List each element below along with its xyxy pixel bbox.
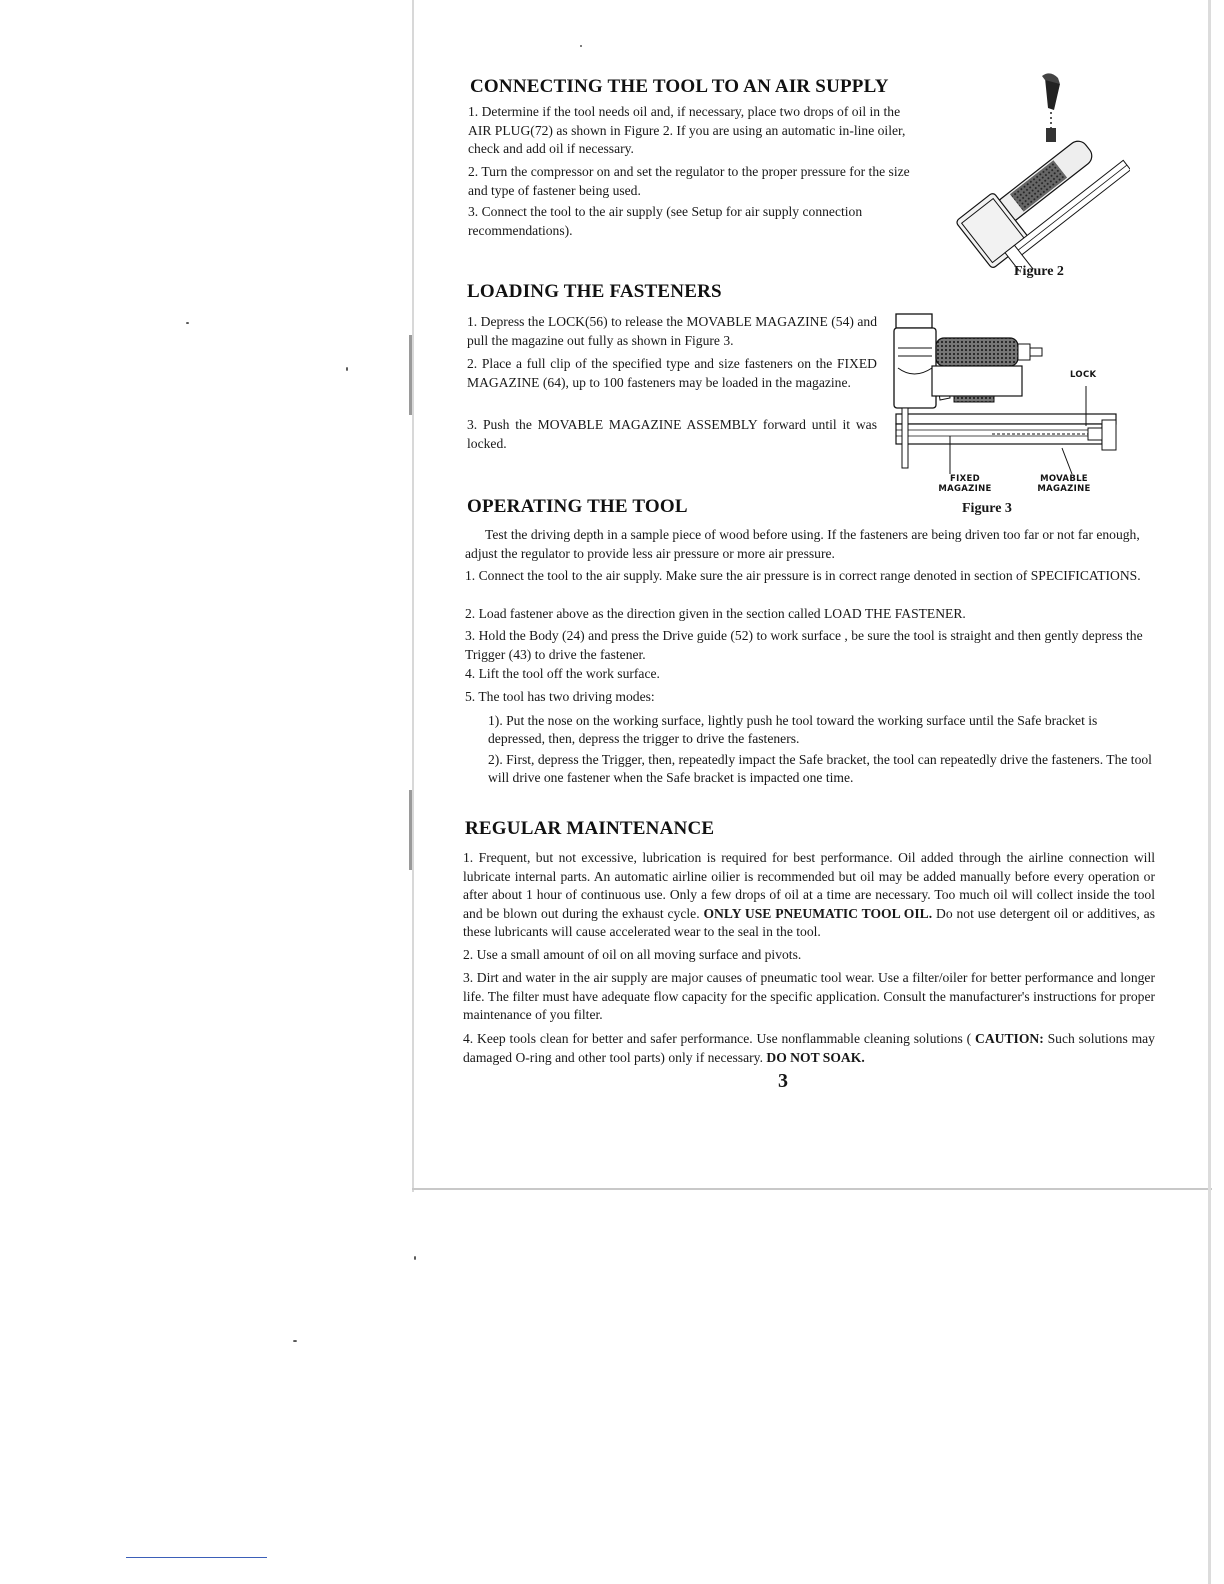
page-number: 3 [778, 1070, 788, 1092]
heading-connecting: CONNECTING THE TOOL TO AN AIR SUPPLY [470, 76, 889, 97]
speck [346, 367, 348, 371]
figure-3-magazine-illustration [892, 308, 1122, 476]
maintenance-oil-warning: ONLY USE PNEUMATIC TOOL OIL. [703, 905, 933, 921]
loading-step-1: 1. Depress the LOCK(56) to release the MOVABLE MAGAZINE (54) and pull the magazine out fully as shown in Figure 3. [467, 314, 877, 348]
maintenance-step-3: 3. Dirt and water in the air supply are major causes of pneumatic tool wear. Use a filter/oiler for better performance and longer life. The filter must have adequate flow capacity for the specific application. Consult the manufacturer's instructions for proper maintenance of you filter. [463, 970, 1155, 1022]
operating-step-5: 5. The tool has two driving modes: [465, 689, 655, 704]
maintenance-step-4-text: 4. Keep tools clean for better and safer performance. Use nonflammable cleaning solutions ( [463, 1031, 972, 1046]
maintenance-step-2: 2. Use a small amount of oil on all moving surface and pivots. [463, 947, 802, 962]
figure-3-label-movable-magazine: MOVABLE MAGAZINE [1037, 474, 1091, 494]
maintenance-step-1-text: 1. Frequent, but not excessive, lubrication is required for best performance. Oil added through the airline connection will lubricate internal parts. An automatic airline oilier is recommended but oil may be added manually before every operation or after about 1 hour of continuous use. Only a few drops of oil at a time are necessary. Too much oil will collect inside the tool and be blown out during the exhaust cycle. [463, 850, 1155, 921]
operating-step-1: 1. Connect the tool to the air supply. Make sure the air pressure is in correct range denoted in section of SPECIFICATIONS. [465, 568, 1141, 583]
maintenance-step-4 [463, 1030, 1155, 1067]
figure-3-label-fixed-magazine: FIXED MAGAZINE [938, 474, 992, 494]
speck [414, 1256, 416, 1260]
heading-maintenance: REGULAR MAINTENANCE [465, 818, 715, 839]
connecting-step-1: 1. Determine if the tool needs oil and, if necessary, place two drops of oil in the AIR PLUG(72) as shown in Figure 2. If you are using an automatic in-line oiler, check and add oil if necessary. [468, 104, 906, 156]
figure-3-caption: Figure 3 [962, 501, 1012, 516]
operating-step-4: 4. Lift the tool off the work surface. [465, 666, 660, 681]
page-bottom-edge [412, 1188, 1212, 1190]
right-edge-line [1208, 0, 1211, 1584]
figure-2-oiling-illustration [950, 70, 1130, 270]
operating-mode-1: 1). Put the nose on the working surface, lightly push he tool toward the working surface until the Safe bracket is depressed, then, depress the trigger to drive the fasteners. [488, 713, 1098, 746]
maintenance-step-4-cont: Such solutions may damaged O-ring and other tool parts) only if necessary. [463, 1031, 1155, 1065]
operating-mode-2: 2). First, depress the Trigger, then, repeatedly impact the Safe bracket, the tool can repeatedly drive the fasteners. The tool will drive one fastener when the Safe bracket is impacted one time. [488, 752, 1152, 785]
loading-step-2: 2. Place a full clip of the specified type and size fasteners on the FIXED MAGAZINE (64), up to 100 fasteners may be loaded in the magazine. [467, 356, 877, 390]
speck [580, 45, 582, 47]
binding-mark-1 [409, 335, 412, 415]
operating-step-3: 3. Hold the Body (24) and press the Drive guide (52) to work surface , be sure the tool is straight and then gently depress the Trigger (43) to drive the fastener. [465, 628, 1143, 662]
speck [293, 1340, 297, 1342]
connecting-step-2: 2. Turn the compressor on and set the regulator to the proper pressure for the size and type of fastener being used. [468, 164, 910, 198]
binding-mark-2 [409, 790, 412, 870]
maintenance-step-1-cont: Do not use detergent oil or additives, as these lubricants will cause accelerated wear to the seal in the tool. [463, 905, 1155, 939]
loading-step-3: 3. Push the MOVABLE MAGAZINE ASSEMBLY forward until it was locked. [467, 417, 877, 451]
maintenance-caution-label: CAUTION: [975, 1031, 1044, 1046]
footer-rule [126, 1557, 267, 1558]
heading-loading: LOADING THE FASTENERS [467, 281, 722, 302]
maintenance-step-1 [463, 849, 1155, 942]
figure-3-label-lock: LOCK [1070, 370, 1097, 380]
binding-edge-line [412, 0, 414, 1192]
maintenance-do-not-soak: DO NOT SOAK. [766, 1049, 865, 1065]
speck [186, 322, 189, 324]
figure-2-caption: Figure 2 [1014, 264, 1064, 279]
heading-operating: OPERATING THE TOOL [467, 496, 688, 517]
connecting-step-3: 3. Connect the tool to the air supply (see Setup for air supply connection recommendations). [468, 204, 863, 238]
operating-step-2: 2. Load fastener above as the direction given in the section called LOAD THE FASTENER. [465, 606, 966, 621]
operating-intro: Test the driving depth in a sample piece of wood before using. If the fasteners are being driven too far or not far enough, adjust the regulator to provide less air pressure or more air pressure. [465, 527, 1140, 561]
